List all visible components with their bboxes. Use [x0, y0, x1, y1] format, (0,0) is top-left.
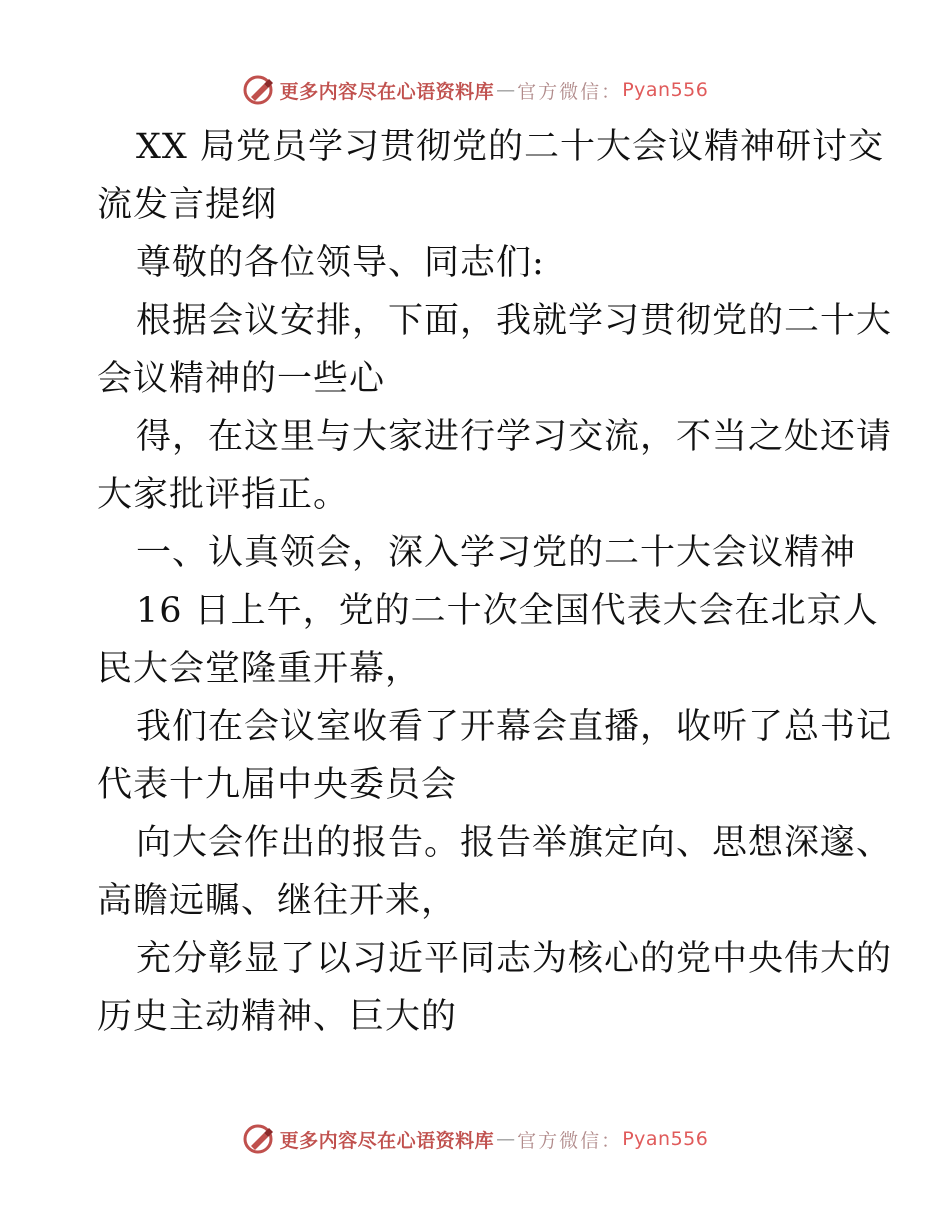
- paragraph-line: 代表十九届中央委员会: [97, 765, 458, 805]
- paragraph-line: 得，在这里与大家进行学习交流，不当之处还请: [136, 417, 893, 457]
- banner-wechat-id: Pyan556: [622, 1128, 709, 1150]
- banner-wechat-label: 官方微信：: [517, 80, 623, 103]
- paragraph-line: 充分彰显了以习近平同志为核心的党中央伟大的: [136, 939, 893, 979]
- banner-slogan: 更多内容尽在心语资料库: [279, 1129, 495, 1152]
- paragraph-line: 根据会议安排，下面，我就学习贯彻党的二十大: [136, 301, 893, 341]
- banner-slogan: 更多内容尽在心语资料库: [279, 80, 495, 103]
- paragraph-line: 我们在会议室收看了开幕会直播，收听了总书记: [136, 707, 893, 747]
- header-banner: [0, 70, 950, 110]
- footer-banner: [0, 1119, 950, 1159]
- paragraph-line: 16 日上午，党的二十次全国代表大会在北京人: [136, 591, 879, 631]
- section-heading: 一、认真领会，深入学习党的二十大会议精神: [136, 533, 857, 573]
- paragraph-line: 向大会作出的报告。报告举旗定向、思想深邃、: [136, 823, 893, 863]
- salutation: 尊敬的各位领导、同志们:: [136, 243, 545, 283]
- pen-logo-icon: [242, 73, 276, 107]
- pen-logo-icon: [242, 1122, 276, 1156]
- paragraph-line: 历史主动精神、巨大的: [97, 997, 458, 1037]
- paragraph-line: 大家批评指正。: [97, 475, 350, 515]
- document-title-line-2: 流发言提纲: [97, 185, 278, 225]
- paragraph-line: 民大会堂隆重开幕，: [97, 649, 422, 689]
- document-body: [97, 118, 893, 1046]
- banner-separator: —: [496, 79, 516, 101]
- paragraph-line: 高瞻远瞩、继往开来，: [97, 881, 458, 921]
- banner-wechat-id: Pyan556: [622, 79, 709, 101]
- banner-separator: —: [496, 1128, 516, 1150]
- banner-wechat-label: 官方微信：: [517, 1129, 623, 1152]
- paragraph-line: 会议精神的一些心: [97, 359, 386, 399]
- document-title-line-1: XX 局党员学习贯彻党的二十大会议精神研讨交: [136, 127, 884, 167]
